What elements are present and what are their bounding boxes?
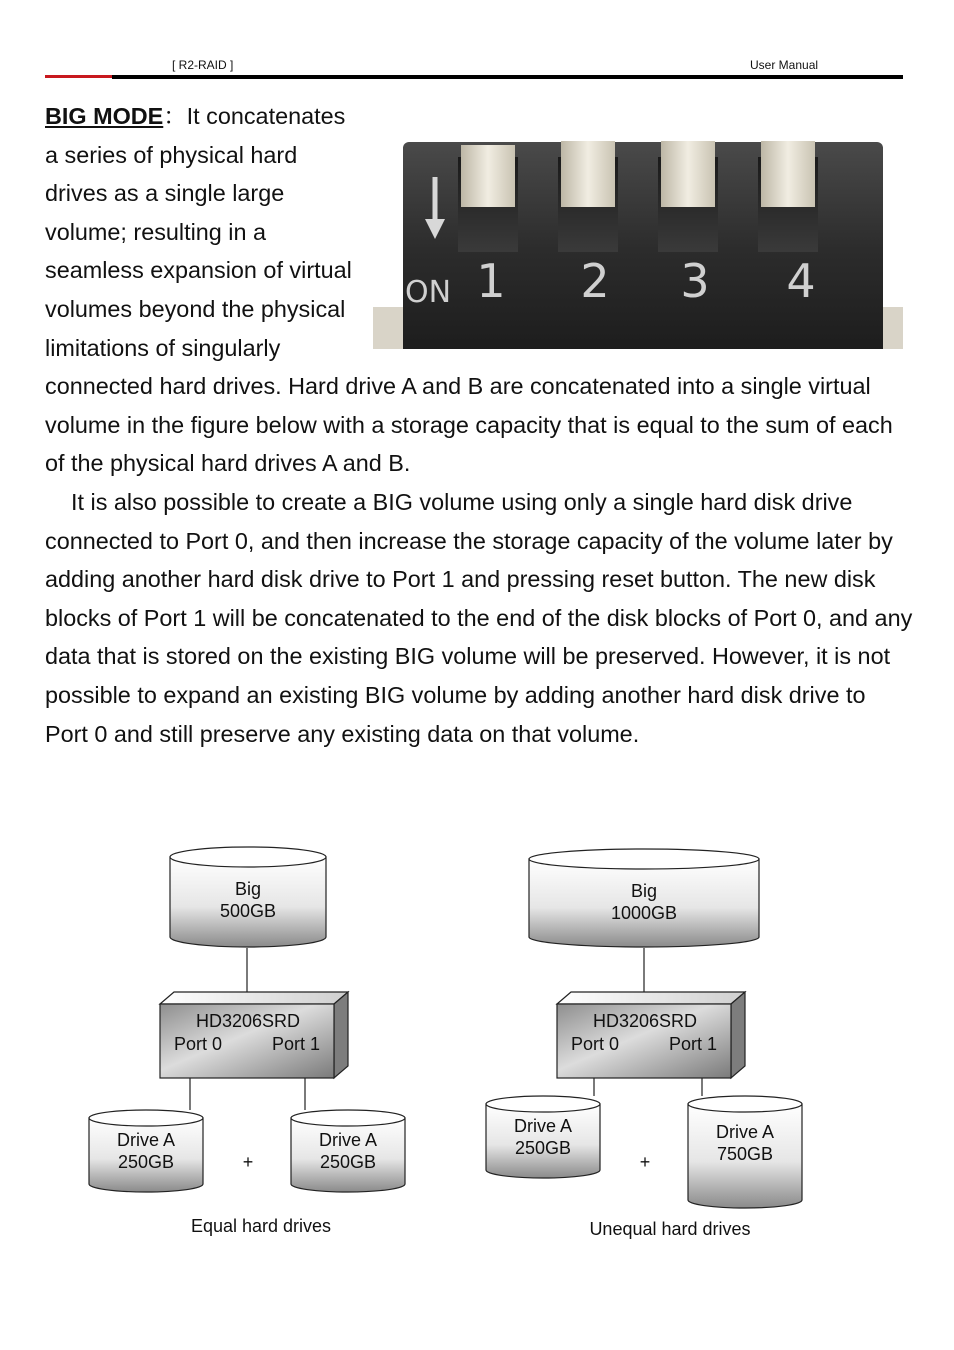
volume-label: Big (234, 879, 262, 899)
drive-right-cylinder (291, 1110, 405, 1192)
header-doc-title: User Manual (750, 58, 819, 72)
volume-size: 500GB (219, 901, 277, 921)
drive-right-label: Drive A (715, 1122, 775, 1142)
drive-right-size: 750GB (716, 1144, 774, 1164)
device-model: HD3206SRD (592, 1011, 698, 1031)
drive-right-label: Drive A (318, 1130, 378, 1150)
header-product: [ R2-RAID ] (172, 58, 234, 72)
port1-label: Port 1 (669, 1034, 718, 1054)
plus-sign: + (639, 1152, 651, 1172)
controller-box (557, 992, 745, 1078)
drive-left-label: Drive A (116, 1130, 176, 1150)
big-volume-cylinder (529, 849, 759, 947)
plus-sign: + (242, 1152, 254, 1172)
device-model: HD3206SRD (195, 1011, 301, 1031)
diagram-unequal (486, 849, 802, 1239)
paragraph-2: It is also possible to create a BIG volume using only a single hard disk drive connected to Port 0, and then increase the storage capacity of the volume later by adding another hard disk drive to Port 1 and pressing reset button. The new disk blocks of Port 1 will be concatenated to the end of the disk blocks of Port 0, and any data that is stored on the existing BIG volume will be preserved. However, it is not possible to expand an existing BIG volume by adding another hard disk drive to Port 0 and still preserve any existing data on that volume. (45, 488, 913, 747)
diagram-equal (89, 847, 405, 1236)
switch-number-1: 1 (476, 254, 506, 308)
big-mode-diagrams (0, 840, 954, 1260)
drive-right-cylinder (688, 1096, 802, 1208)
port0-label: Port 0 (571, 1034, 620, 1054)
paragraph-1-text: It concatenates a series of physical hard drives as a single large volume; resulting in a seamless expansion of virtual volumes beyond the physical limitations of singularly connected hard drives. Hard drive A and B are concatenated into a single virtual volume in the figure below with a storage capacity that is equal to the sum of each of the physical hard drives A and B. (45, 103, 893, 477)
switch-number-2: 2 (580, 254, 610, 308)
volume-label: Big (630, 881, 658, 901)
drive-left-cylinder (486, 1096, 600, 1178)
section-heading: BIG MODE (45, 103, 164, 129)
header-rule (112, 75, 903, 79)
heading-separator: ： (163, 103, 187, 129)
controller-box (160, 992, 348, 1078)
drive-left-size: 250GB (117, 1152, 175, 1172)
switch-number-3: 3 (680, 254, 710, 308)
drive-left-size: 250GB (514, 1138, 572, 1158)
caption-unequal: Unequal hard drives (589, 1219, 751, 1239)
volume-size: 1000GB (610, 903, 678, 923)
port1-label: Port 1 (272, 1034, 321, 1054)
drive-left-label: Drive A (513, 1116, 573, 1136)
big-volume-cylinder (170, 847, 326, 947)
drive-right-size: 250GB (319, 1152, 377, 1172)
switch-number-4: 4 (786, 254, 816, 308)
on-label: ON (405, 275, 452, 310)
port0-label: Port 0 (174, 1034, 223, 1054)
section-body (45, 97, 913, 753)
caption-equal: Equal hard drives (190, 1216, 332, 1236)
header-rule-accent (45, 75, 112, 78)
drive-left-cylinder (89, 1110, 203, 1192)
dip-switch-photo (373, 97, 903, 349)
